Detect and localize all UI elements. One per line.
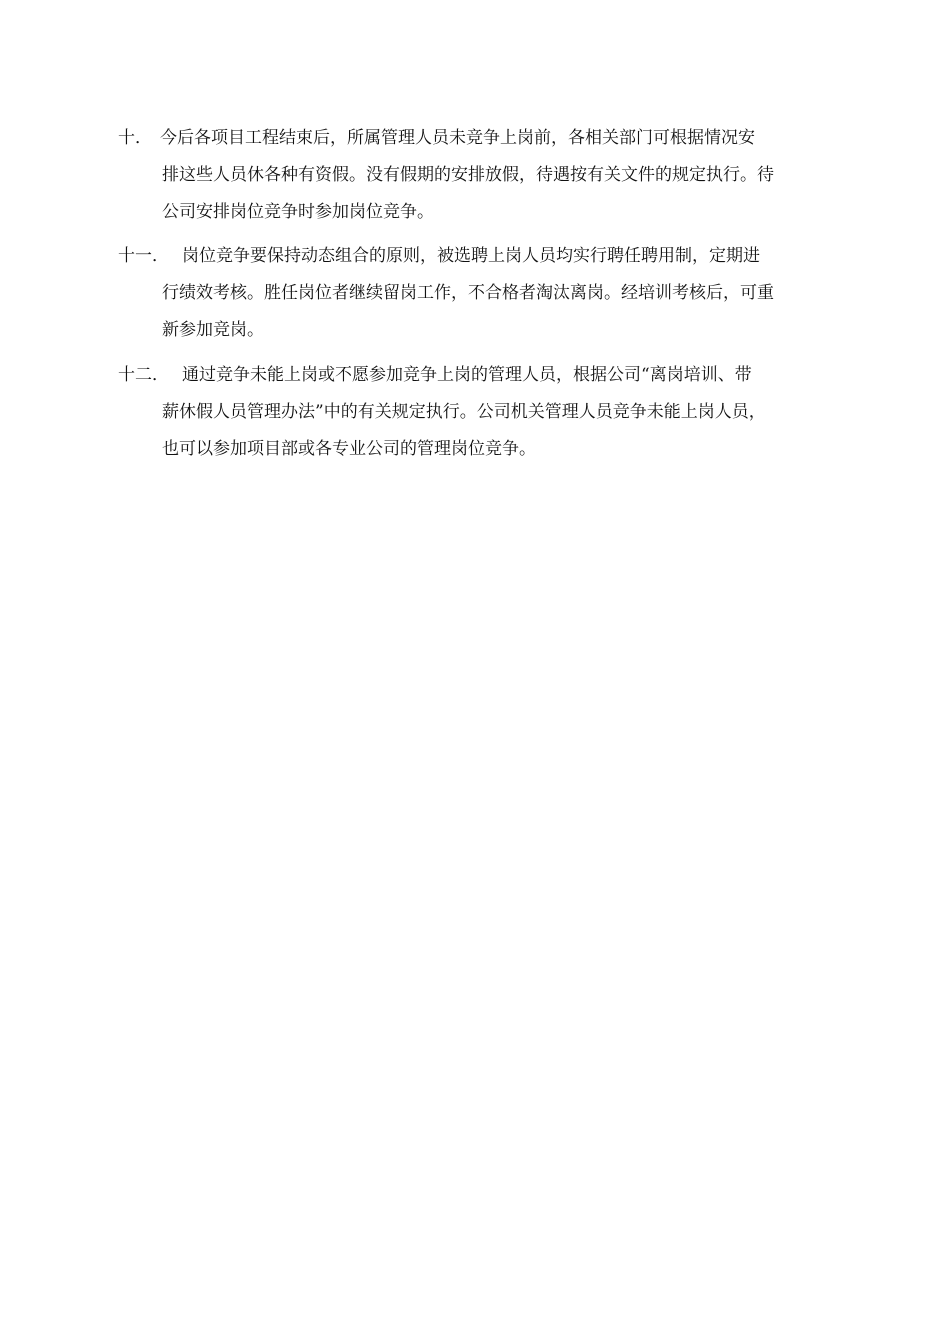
clause-line: 薪休假人员管理办法”中的有关规定执行。公司机关管理人员竞争未能上岗人员， [162, 402, 766, 422]
clause-line: 也可以参加项目部或各专业公司的管理岗位竞争。 [162, 439, 536, 459]
clause-12 [118, 357, 853, 468]
clause-line: 新参加竞岗。 [162, 320, 264, 340]
clause-number: 十二． [118, 365, 169, 385]
clause-line: 行绩效考核。胜任岗位者继续留岗工作，不合格者淘汰离岗。经培训考核后，可重 [162, 283, 774, 303]
clause-line: 排这些人员休各种有资假。没有假期的安排放假，待遇按有关文件的规定执行。待 [162, 165, 774, 185]
clause-11 [118, 238, 853, 349]
clause-line: 岗位竞争要保持动态组合的原则，被选聘上岗人员均实行聘任聘用制，定期进 [182, 246, 760, 266]
clause-10 [118, 120, 853, 231]
clause-line: 公司安排岗位竞争时参加岗位竞争。 [162, 202, 434, 222]
clause-number: 十一． [118, 246, 169, 266]
clause-line: 今后各项目工程结束后，所属管理人员未竞争上岗前，各相关部门可根据情况安 [160, 128, 755, 148]
clause-number: 十． [118, 128, 152, 148]
clause-line: 通过竞争未能上岗或不愿参加竞争上岗的管理人员，根据公司“离岗培训、带 [182, 365, 752, 385]
